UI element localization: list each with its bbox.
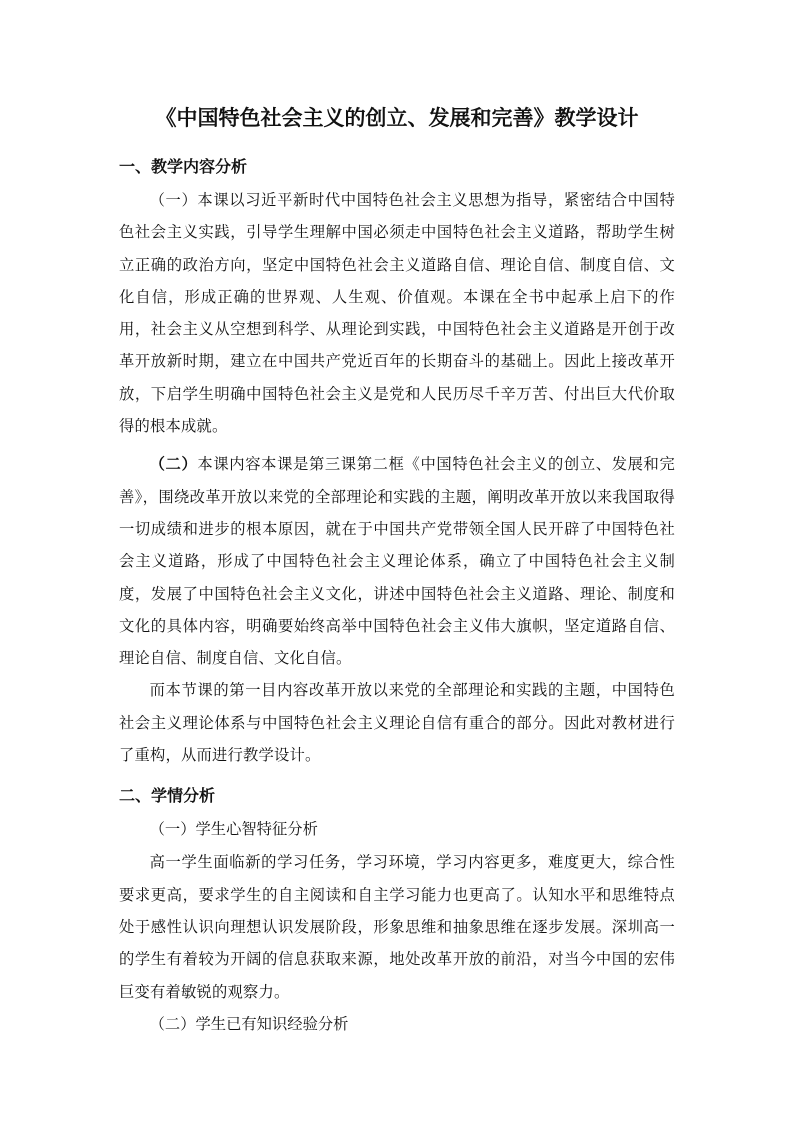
section-heading-content-analysis: 一、教学内容分析 xyxy=(119,157,248,176)
document-page xyxy=(119,100,675,1041)
subheading-student-mental-traits: （一）学生心智特征分析 xyxy=(149,820,318,839)
paragraph-content-analysis-3: 而本节课的第一目内容改革开放以来党的全部理论和实践的主题，中国特色社会主义理论体系与中国特色社会主义理论自信有重合的部分。因此对教材进行了重构，从而进行教学设计。 xyxy=(119,681,675,765)
document-title: 《中国特色社会主义的创立、发展和完善》教学设计 xyxy=(155,106,639,130)
section-heading-student-analysis: 二、学情分析 xyxy=(119,786,216,806)
subheading-student-prior-knowledge: （二）学生已有知识经验分析 xyxy=(149,1014,349,1033)
paragraph-lead-marker: （二） xyxy=(149,455,198,474)
paragraph-body: 本课内容本课是第三课第二框《中国特色社会主义的创立、发展和完善》，围绕改革开放以来党的全部理论和实践的主题，阐明改革开放以来我国取得一切成绩和进步的根本原因，就在于中国共产党带领全国人民开辟了中国特色社会主义道路，形成了中国特色社会主义理论体系，确立了中国特色社会主义制度，发展了中国特色社会主义文化，讲述中国特色社会主义道路、理论、制度和文化的具体内容，明确要始终高举中国特色社会主义伟大旗帜，坚定道路自信、理论自信、制度自信、文化自信。 xyxy=(119,455,675,668)
paragraph-content-analysis-2 xyxy=(119,448,675,674)
paragraph-student-analysis-1: 高一学生面临新的学习任务，学习环境，学习内容更多，难度更大，综合性要求更高，要求学生的自主阅读和自主学习能力也更高了。认知水平和思维特点处于感性认识向理想认识发展阶段，形象思维和抽象思维在逐步发展。深圳高一的学生有着较为开阔的信息获取来源，地处改革开放的前沿，对当今中国的宏伟巨变有着敏锐的观察力。 xyxy=(119,853,675,1001)
paragraph-content-analysis-1: （一）本课以习近平新时代中国特色社会主义思想为指导，紧密结合中国特色社会主义实践，引导学生理解中国必须走中国特色社会主义道路，帮助学生树立正确的政治方向，坚定中国特色社会主义道路自信、理论自信、制度自信、文化自信，形成正确的世界观、人生观、价值观。本课在全书中起承上启下的作用，社会主义从空想到科学、从理论到实践，中国特色社会主义道路是开创于改革开放新时期，建立在中国共产党近百年的长期奋斗的基础上。因此上接改革开放，下启学生明确中国特色社会主义是党和人民历尽千辛万苦、付出巨大代价取得的根本成就。 xyxy=(119,191,675,436)
spacer xyxy=(119,771,675,779)
